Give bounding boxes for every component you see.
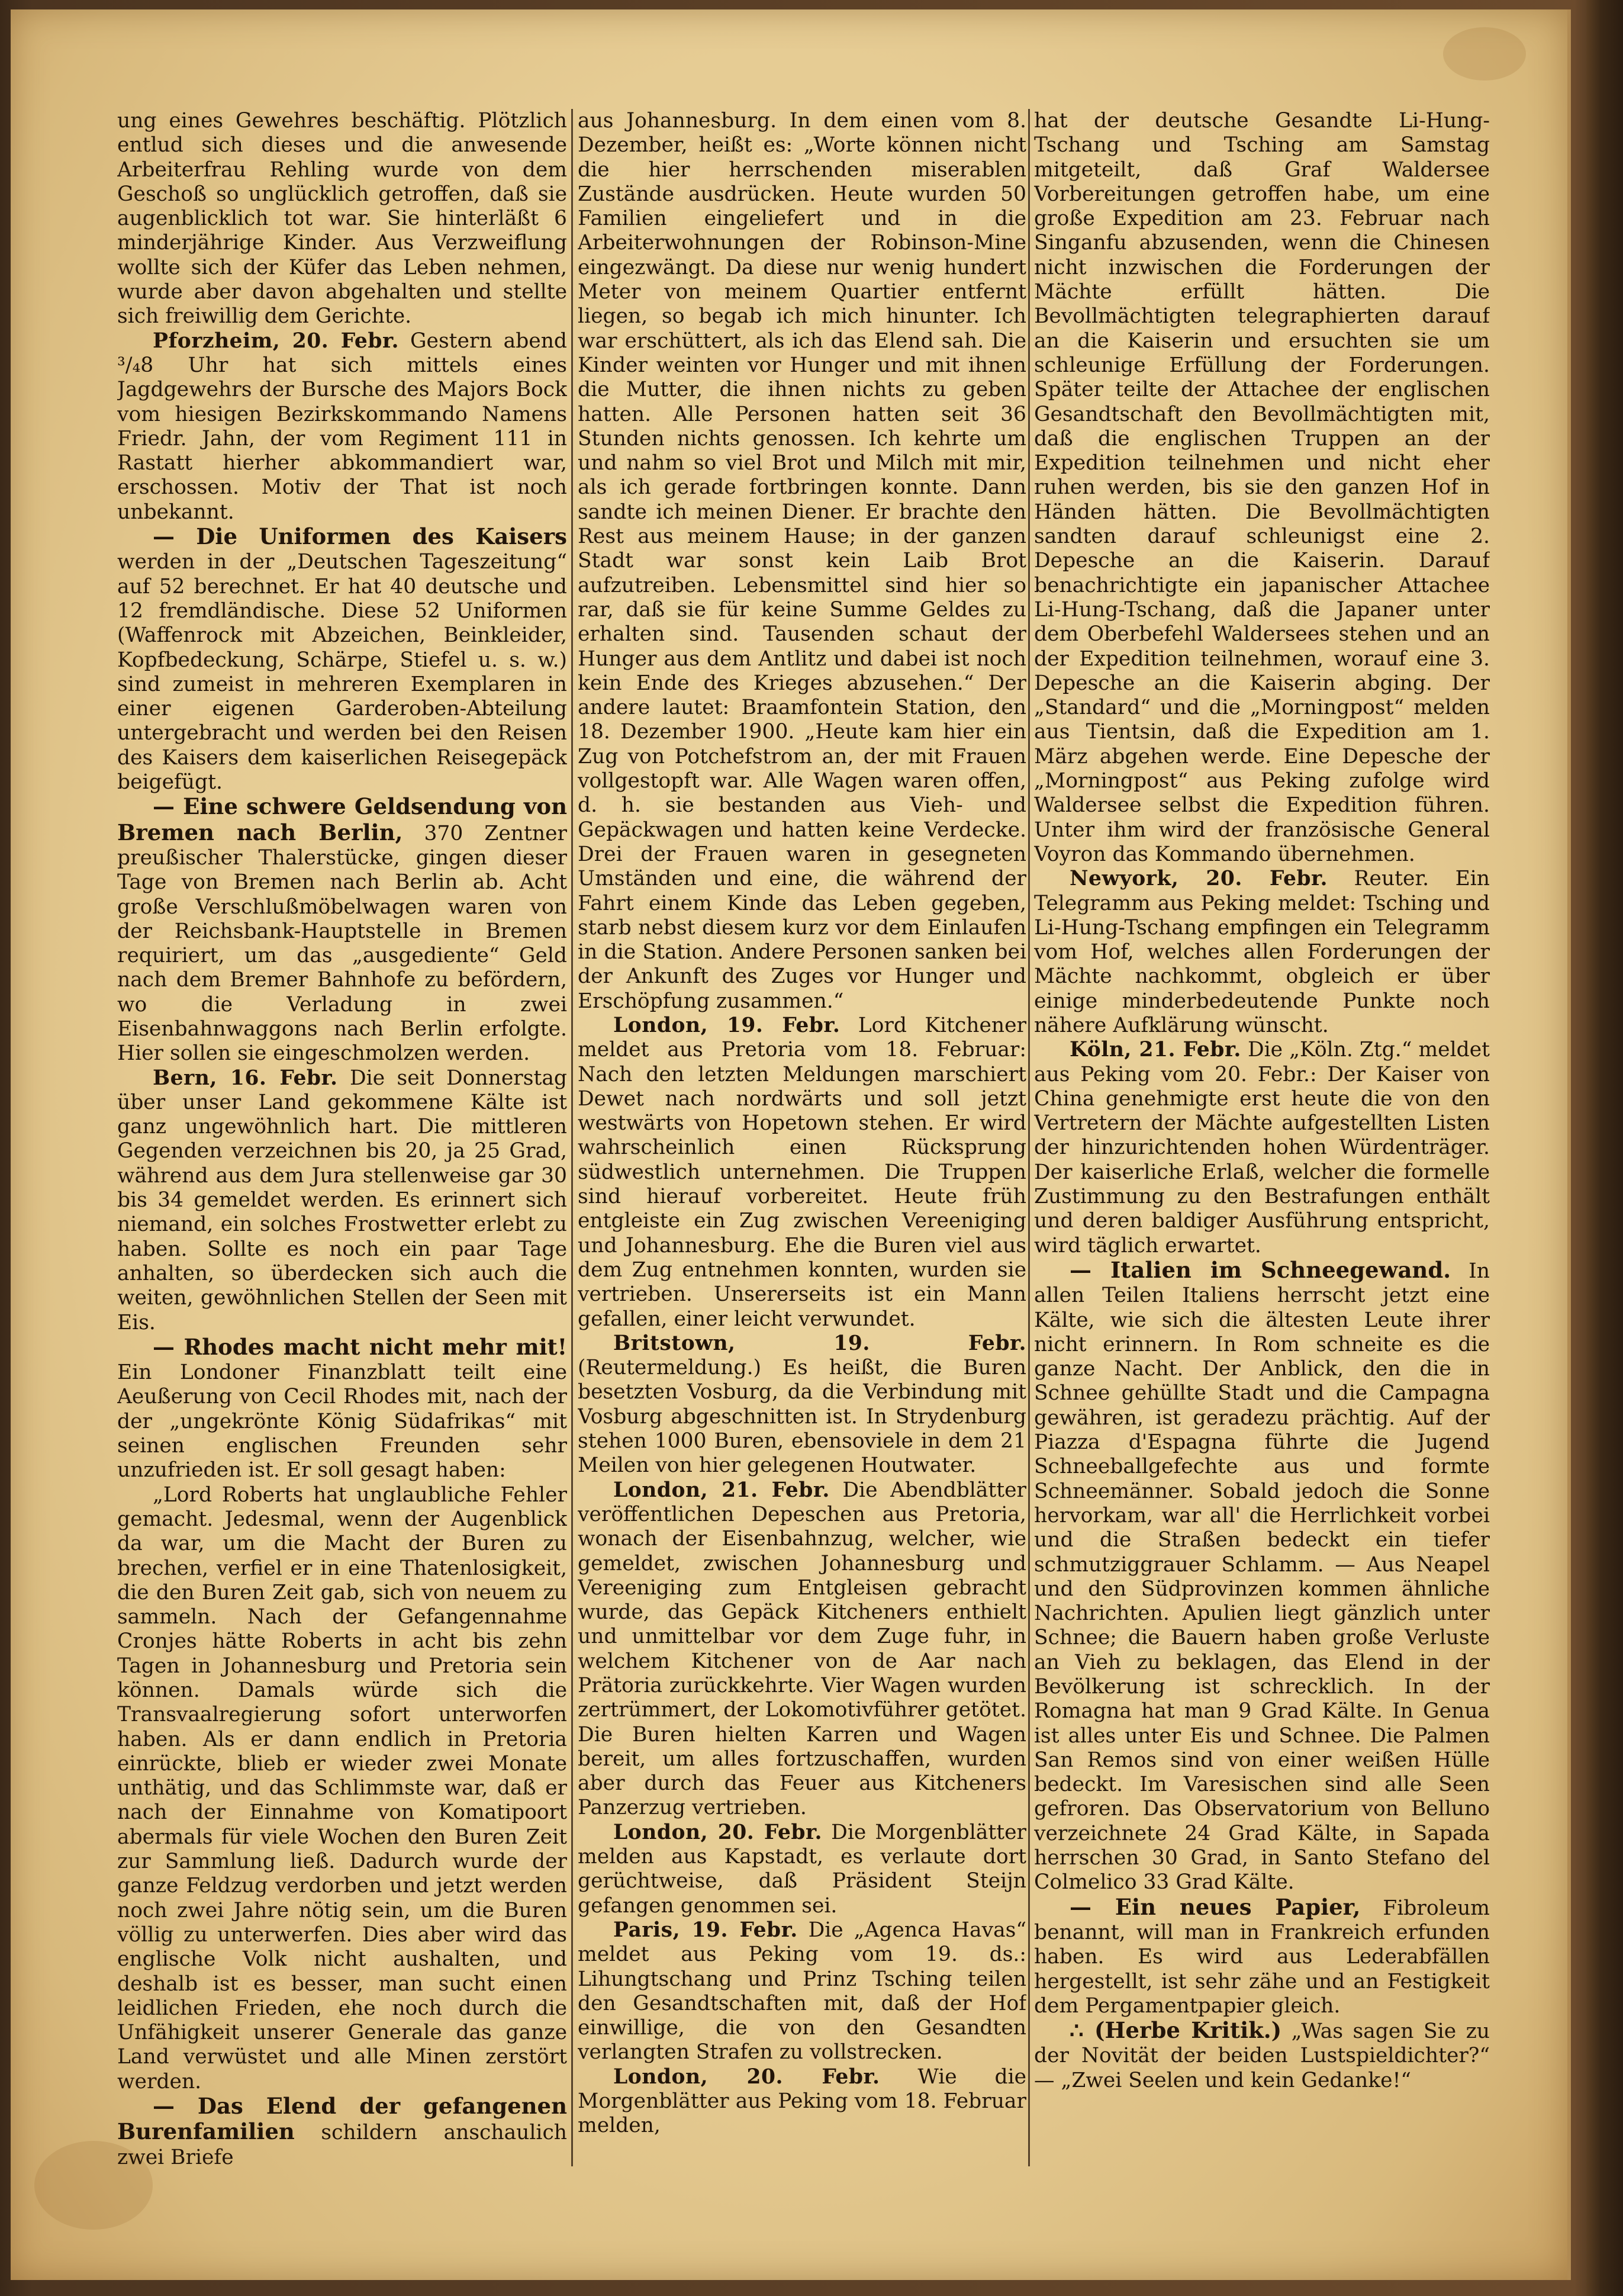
- dateline: Britstown, 19. Febr.: [613, 1331, 1026, 1355]
- news-item-paris: [578, 1918, 1026, 2065]
- section-heading: — Rhodes macht nicht mehr mit!: [153, 1333, 567, 1360]
- news-item-london-19: [578, 1014, 1026, 1332]
- news-item-bern: [117, 1066, 567, 1335]
- news-body: werden in der „Deutschen Tageszeitung“ auf 52 berechnet. Er hat 40 deutsche und 12 fremdländische. Diese 52 Uniformen (Waffenrock mit Abzeichen, Beinkleider, Kopfbedeckung, Schärpe, Stiefel u. s. w.) sind zumeist in mehreren Exemplaren in einer eigenen Garderoben-Abteilung untergebracht und werden bei den Reisen des Kaisers dem kaiserlichen Reisegepäck beigefügt.: [117, 550, 567, 795]
- dateline: London, 21. Febr.: [613, 1478, 830, 1502]
- dateline: Newyork, 20. Febr.: [1070, 867, 1328, 891]
- news-body: Die Abendblätter veröffentlichen Depeschen aus Pretoria, wonach der Eisenbahnzug, welcher, wie gemeldet, zwischen Johannesburg und Vereeniging zum Entgleisen gebracht wurde, das Gepäck Kitcheners enthielt und unmittelbar vor dem Zuge fuhr, in welchem Kitchener von de Aar nach Prätoria zurückkehrte. Vier Wagen wurden zertrümmert, der Lokomotivführer getötet. Die Buren hielten Karren und Wagen bereit, um alles fortzuschaffen, wurden aber durch das Feuer aus Kitcheners Panzerzug vertrieben.: [578, 1478, 1026, 1820]
- newspaper-page: [11, 9, 1571, 2280]
- news-item-koeln: [1034, 1038, 1490, 1258]
- news-body: Die „Agenca Havas“ meldet aus Peking vom 19. ds.: Lihungtschang und Prinz Tsching teilen den Gesandtschaften mit, daß der Hof einwillige, die von den Gesandten verlangten Strafen zu vollstrecken.: [578, 1918, 1026, 2065]
- article-paragraph: hat der deutsche Gesandte Li-Hung-Tschang und Tsching am Samstag mitgeteilt, daß Graf Waldersee Vorbereitungen getroffen habe, um eine große Expedition am 23. Februar nach Singanfu abzusenden, wenn die Chinesen nicht inzwischen die Forderungen der Mächte erfüllt hätten. Die Bevollmächtigten telegraphierten darauf an die Kaiserin und ersuchten sie um schleunige Erfüllung der Forderungen. Später teilte der Attachee der englischen Gesandtschaft den Bevollmächtigten mit, daß die englischen Truppen an der Expedition teilnehmen und nicht eher ruhen werden, bis sie den ganzen Hof in Händen hätten. Die Bevollmächtigten sandten darauf schleunigst eine 2. Depesche an die Kaiserin. Darauf benachrichtigte ein japanischer Attachee Li-Hung-Tschang, daß die Japaner unter dem Oberbefehl Waldersees stehen und an der Expedition teilnehmen, worauf eine 3. Depesche an die Kaiserin abging. Der „Standard“ und die „Morningpost“ melden aus Tientsin, daß die Expedition am 1. März abgehen werde. Eine Depesche der „Morningpost“ aus Peking zufolge wird Waldersee selbst die Expedition führen. Unter ihm wird der französische General Voyron das Kommando übernehmen.: [1034, 109, 1490, 866]
- news-item-uniforms: [117, 525, 567, 795]
- news-body: 370 Zentner preußischer Thalerstücke, gingen dieser Tage von Bremen nach Berlin ab. Acht große Verschlußmöbelwagen waren von der Reichsbank-Hauptstelle in Bremen requiriert, um das „ausgediente“ Geld nach dem Bremer Bahnhofe zu befördern, wo die Verladung in zwei Eisenbahnwaggons nach Berlin erfolgte. Hier sollen sie eingeschmolzen werden.: [117, 821, 567, 1066]
- news-item-london-20: [578, 1821, 1026, 1918]
- dateline: Paris, 19. Febr.: [613, 1918, 798, 1942]
- section-heading: — Ein neues Papier,: [1070, 1893, 1361, 1920]
- section-heading: — Italien im Schneegewand.: [1070, 1256, 1451, 1283]
- dateline: Köln, 21. Febr.: [1070, 1038, 1241, 1062]
- column-rule: [1028, 109, 1030, 2166]
- news-item-newyork: [1034, 867, 1490, 1038]
- news-item-money-shipment: [117, 795, 567, 1066]
- news-item-pforzheim: [117, 329, 567, 525]
- news-body: Gestern abend ³/₄8 Uhr hat sich mittels eines Jagdgewehrs der Bursche des Majors Bock vom hiesigen Bezirkskommando Namens Friedr. Jahn, der vom Regiment 111 in Rastatt hierher abkommandiert war, erschossen. Motiv der That ist noch unbekannt.: [117, 329, 567, 524]
- news-body: (Reutermeldung.) Es heißt, die Buren besetzten Vosburg, da die Verbindung mit Vosburg abgeschnitten ist. In Strydenburg stehen 1000 Buren, ebensoviele in dem 21 Meilen von hier gelegenen Houtwater.: [578, 1356, 1026, 1478]
- dateline: London, 20. Febr.: [613, 2065, 880, 2089]
- news-item-london-20b: [578, 2065, 1026, 2139]
- section-heading: — Das Elend der gefangenen Burenfamilien: [117, 2093, 567, 2145]
- news-body: Ein Londoner Finanzblatt teilt eine Aeußerung von Cecil Rhodes mit, nach der der „ungekrönte König Südafrikas“ mit seinen englischen Freunden sehr unzufrieden ist. Er soll gesagt haben:: [117, 1361, 567, 1483]
- news-item-britstown: [578, 1332, 1026, 1478]
- section-heading: ∴ (Herbe Kritik.): [1070, 2017, 1282, 2044]
- news-item-boer-families: [117, 2094, 567, 2170]
- dateline: London, 20. Febr.: [613, 1820, 823, 1844]
- article-column-2: [578, 109, 1026, 2181]
- news-body: Die Morgenblätter melden aus Kapstadt, es verlaute dort gerüchtweise, daß Präsident Steijn gefangen genommen sei.: [578, 1820, 1026, 1918]
- news-body: Die „Köln. Ztg.“ meldet aus Peking vom 20. Febr.: Der Kaiser von China genehmigte erst heute die von den Vertretern der Mächte aufgestellten Listen der hinzurichtenden hohen Würdenträger. Der kaiserliche Erlaß, welcher die formelle Zustimmung zu den Bestrafungen enthält und deren baldiger Ausführung entspricht, wird täglich erwartet.: [1034, 1038, 1490, 1258]
- dateline: Pforzheim, 20. Febr.: [153, 329, 399, 353]
- news-body: Reuter. Ein Telegramm aus Peking meldet: Tsching und Li-Hung-Tschang empfingen ein Telegramm vom Hof, welches allen Forderungen der Mächte nachkommt, obgleich er über einige minderbedeutende Punkte noch nähere Aufklärung wünscht.: [1034, 867, 1490, 1037]
- column-rule: [571, 109, 573, 2166]
- news-body: Die seit Donnerstag über unser Land gekommene Kälte ist ganz ungewöhnlich hart. Die mittleren Gegenden verzeichnen bis 20, ja 25 Grad, während aus dem Jura stellenweise gar 30 bis 34 gemeldet werden. Es erinnert sich niemand, ein solches Frostwetter erlebt zu haben. Sollte es noch ein paar Tage anhalten, so überdecken sich auch die weiten, gewöhnlichen Stellen der Seen mit Eis.: [117, 1066, 567, 1334]
- article-column-3: [1034, 109, 1490, 2181]
- paper-stain: [1443, 27, 1526, 81]
- news-body: schildern anschaulich zwei Briefe: [117, 2121, 567, 2169]
- news-item-italy-snow: [1034, 1258, 1490, 1895]
- news-item-critique: [1034, 2018, 1490, 2093]
- article-paragraph: aus Johannesburg. In dem einen vom 8. Dezember, heißt es: „Worte können nicht die hier herrschenden miserablen Zustände ausdrücken. Heute wurden 50 Familien eingeliefert und in die Arbeiterwohnungen der Robinson-Mine eingezwängt. Da diese nur wenig hundert Meter von meinem Quartier entfernt liegen, so begab ich mich hinunter. Ich war erschüttert, als ich das Elend sah. Die Kinder weinten vor Hunger und mit ihnen die Mutter, die ihnen nichts zu geben hatten. Alle Personen hatten seit 36 Stunden nichts genossen. Ich kehrte um und nahm so viel Brot und Milch mit mir, als ich gerade fortbringen konnte. Dann sandte ich meinen Diener. Er brachte den Rest aus meinem Hause; in der ganzen Stadt war sonst kein Laib Brot aufzutreiben. Lebensmittel sind hier so rar, daß sie für keine Summe Geldes zu erhalten sind. Tausenden schaut der Hunger aus dem Antlitz und dabei ist noch kein Ende des Krieges abzusehen.“ Der andere lautet: Braamfontein Station, den 18. Dezember 1900. „Heute kam hier ein Zug von Potchefstrom an, der mit Frauen vollgestopft war. Alle Wagen waren offen, d. h. sie bestanden aus Vieh- und Gepäckwagen und hatten keine Verdecke. Drei der Frauen waren in gesegneten Umständen und eine, die während der Fahrt einem Kinde das Leben gegeben, starb nebst diesem kurz vor dem Einlaufen in die Station. Andere Personen sanken bei der Ankunft des Zuges vor Hunger und Erschöpfung zusammen.“: [578, 109, 1026, 1013]
- dateline: Bern, 16. Febr.: [153, 1066, 338, 1090]
- news-item-london-21: [578, 1478, 1026, 1821]
- book-binding-edge: [1586, 0, 1623, 2296]
- news-body: „Was sagen Sie zu der Novität der beiden Lustspieldichter?“ — „Zwei Seelen und kein Gedanke!“: [1034, 2020, 1490, 2092]
- section-heading: — Eine schwere Geldsendung von Bremen nach Berlin,: [117, 793, 567, 845]
- news-body: Wie die Morgenblätter aus Peking vom 18. Februar melden,: [578, 2065, 1026, 2138]
- news-body: Fibroleum benannt, will man in Frankreich erfunden haben. Es wird aus Lederabfällen hergestellt, ist sehr zähe und an Festigkeit dem Pergamentpapier gleich.: [1034, 1896, 1490, 2018]
- news-item-new-paper: [1034, 1895, 1490, 2018]
- dateline: London, 19. Febr.: [613, 1013, 841, 1037]
- article-paragraph: ung eines Gewehres beschäftig. Plötzlich entlud sich dieses und die anwesende Arbeiterfrau Rehling wurde von dem Geschoß so unglücklich getroffen, daß sie augenblicklich tot war. Sie hinterläßt 6 minderjährige Kinder. Aus Verzweiflung wollte sich der Küfer das Leben nehmen, wurde aber davon abgehalten und stellte sich freiwillig dem Gerichte.: [117, 109, 567, 329]
- article-column-1: [117, 109, 567, 2181]
- news-body: Lord Kitchener meldet aus Pretoria vom 18. Februar: Nach den letzten Meldungen marschiert Dewet nach nordwärts und soll jetzt westwärts von Hopetown stehen. Er wird wahrscheinlich einen Rücksprung südwestlich unternehmen. Die Truppen sind hierauf vorbereitet. Heute früh entgleiste ein Zug zwischen Vereeniging und Johannesburg. Ehe die Buren viel aus dem Zug entnehmen konnten, wurden sie vertrieben. Unsererseits ist ein Mann gefallen, einer leicht verwundet.: [578, 1013, 1026, 1331]
- news-item-rhodes: [117, 1335, 567, 1483]
- rhodes-quote: „Lord Roberts hat unglaubliche Fehler gemacht. Jedesmal, wenn der Augenblick da war, um die Macht der Buren zu brechen, verfiel er in eine Thatenlosigkeit, die den Buren Zeit gab, sich von neuem zu sammeln. Nach der Gefangennahme Cronjes hätte Roberts in acht bis zehn Tagen in Johannesburg und Pretoria sein können. Damals würde sich die Transvaalregierung sofort unterworfen haben. Als er dann endlich in Pretoria einrückte, blieb er wieder zwei Monate unthätig, und das Schlimmste war, daß er nach der Einnahme von Komatipoort abermals für viele Wochen den Buren Zeit zur Sammlung ließ. Dadurch wurde der ganze Feldzug verdorben und jetzt werden noch zwei Jahre nötig sein, um die Buren völlig zu unterwerfen. Dies aber wird das englische Volk nicht aushalten, und deshalb ist es besser, man sucht einen leidlichen Frieden, ehe noch durch die Unfähigkeit unserer Generale das ganze Land verwüstet und alle Minen zerstört werden.: [117, 1483, 567, 2094]
- news-body: In allen Teilen Italiens herrscht jetzt eine Kälte, wie sich die ältesten Leute ihrer nicht erinnern. In Rom schneite es die ganze Nacht. Der Anblick, den die in Schnee gehüllte Stadt und die Campagna gewähren, ist geradezu prächtig. Auf der Piazza d'Espagna führte die Jugend Schneeballgefechte aus und formte Schneemänner. Sobald jedoch die Sonne hervorkam, war all' die Herrlichkeit vorbei und die Straßen bedeckt ein tiefer schmutziggrauer Schlamm. — Aus Neapel und den Südprovinzen kommen ähnliche Nachrichten. Apulien liegt gänzlich unter Schnee; die Bauern haben große Verluste an Vieh zu beklagen, das Elend in der Bevölkerung ist schrecklich. In der Romagna hat man 9 Grad Kälte. In Genua ist alles unter Eis und Schnee. Die Palmen San Remos sind von einer weißen Hülle bedeckt. Im Varesischen sind alle Seen gefroren. Das Observatorium von Belluno verzeichnete 24 Grad Kälte, in Sapada herrschen 30 Grad, in Santo Stefano del Colmelico 33 Grad Kälte.: [1034, 1259, 1490, 1895]
- section-heading: — Die Uniformen des Kaisers: [153, 523, 567, 550]
